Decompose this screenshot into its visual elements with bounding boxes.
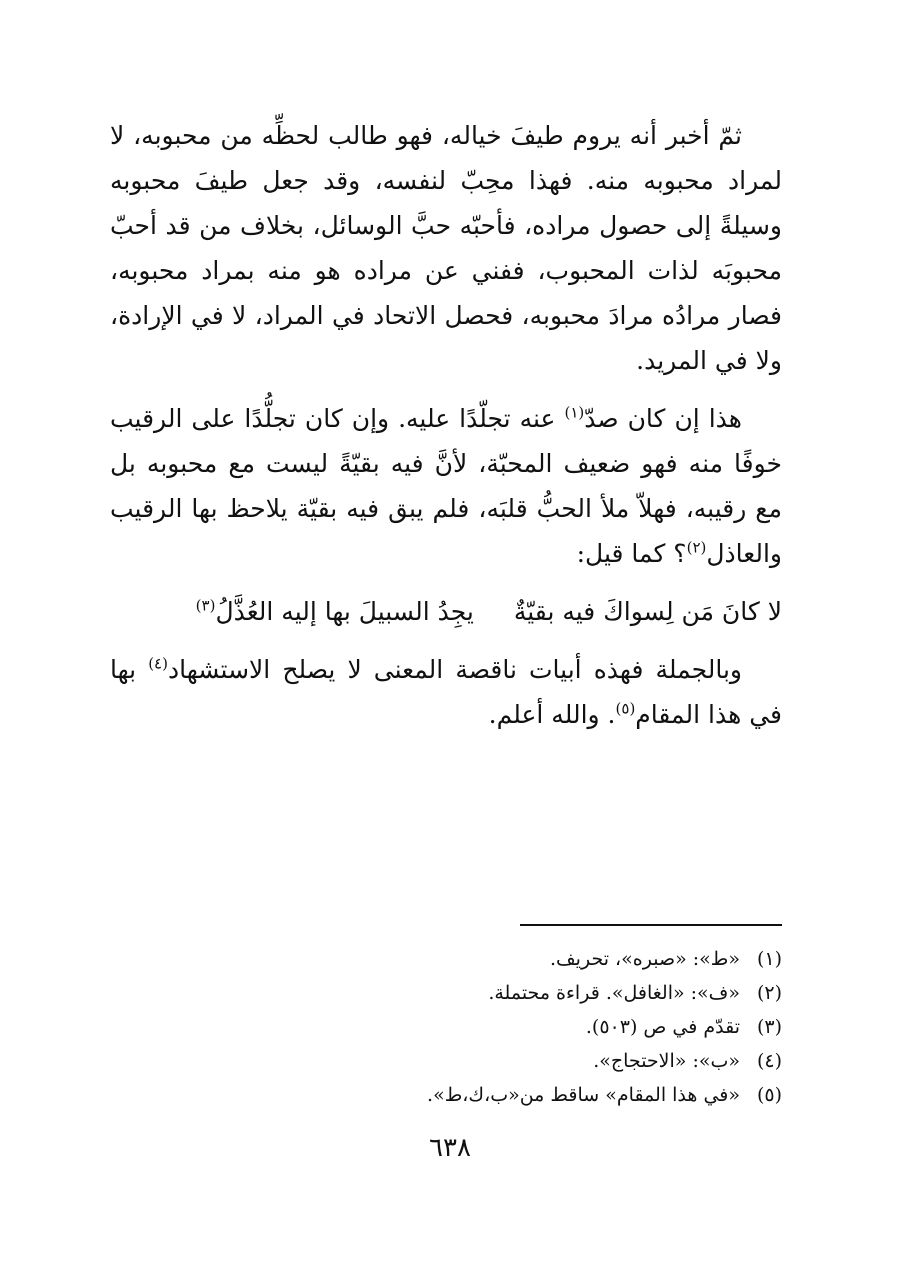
page-number: ٦٣٨ — [429, 1133, 471, 1163]
main-text — [110, 113, 782, 750]
footnote-number: (٤) — [756, 1050, 782, 1072]
footnote-1 — [110, 942, 782, 976]
footnote-2 — [110, 976, 782, 1010]
footnote-number: (٥) — [756, 1084, 782, 1106]
poetry-verse — [110, 589, 782, 634]
footnote-4 — [110, 1044, 782, 1078]
paragraph-2 — [110, 396, 782, 576]
paragraph-3 — [110, 647, 782, 737]
footnote-text: «ف»: «الغافل». قراءة محتملة. — [488, 982, 740, 1004]
footnote-ref-3: (٣) — [195, 596, 216, 615]
footnotes — [110, 942, 782, 1112]
footnote-ref-5: (٥) — [615, 699, 636, 718]
footnote-number: (٢) — [756, 982, 782, 1004]
paragraph-2-text-b: عنه تجلّدًا عليه. وإن كان تجلُّدًا على الرقيب خوفًا منه فهو ضعيف المحبّة، لأنَّ فيه بقيّةً ليست مع محبوبه بل مع رقيبه، فهلاّ ملأ الحبُّ قلبَه، فلم يبق فيه بقيّة يلاحظ بها الرقيب والعاذل — [110, 404, 782, 568]
paragraph-1 — [110, 113, 782, 383]
paragraph-3-text-b: بها في هذا المقام — [110, 655, 782, 729]
footnote-text: «في هذا المقام» ساقط من«ب،ك،ط». — [427, 1084, 740, 1106]
verse-hemistich-2-text: يجِدُ السبيلَ بها إليه العُذَّلُ — [215, 597, 474, 626]
footnote-3 — [110, 1010, 782, 1044]
paragraph-3-text-c: . والله أعلم. — [488, 700, 616, 729]
verse-hemistich-1: لا كانَ مَن لِسواكَ فيه بقيّةٌ — [513, 597, 782, 626]
footnote-text: «ط»: «صبره»، تحريف. — [549, 948, 740, 970]
paragraph-2-text-a: هذا إن كان صدّ — [584, 404, 742, 433]
footnote-ref-2: (٢) — [686, 538, 707, 557]
footnote-number: (١) — [756, 948, 782, 970]
verse-hemistich-2 — [196, 589, 474, 634]
paragraph-2-text-c: ؟ كما قيل: — [576, 539, 687, 568]
footnote-5 — [110, 1078, 782, 1112]
paragraph-1-text: ثمّ أخبر أنه يروم طيفَ خياله، فهو طالب لحظِّه من محبوبه، لا لمراد محبوبه منه. فهذا محِبّ لنفسه، وقد جعل طيفَ محبوبه وسيلةً إلى حصول مراده، فأحبّه حبَّ الوسائل، بخلاف من قد أحبّ محبوبَه لذات المحبوب، ففني عن مراده هو منه بمراد محبوبه، فصار مرادُه مرادَ محبوبه، فحصل الاتحاد في المراد، لا في الإرادة، ولا في المريد. — [110, 121, 782, 375]
footnote-ref-1: (١) — [564, 403, 585, 422]
footnote-separator — [520, 924, 782, 926]
footnote-text: «ب»: «الاحتجاج». — [593, 1050, 740, 1072]
footnote-number: (٣) — [756, 1016, 782, 1038]
paragraph-3-text-a: وبالجملة فهذه أبيات ناقصة المعنى لا يصلح الاستشهاد — [167, 655, 743, 684]
footnote-ref-4: (٤) — [148, 654, 168, 673]
footnote-text: تقدّم في ص (٥٠٣). — [585, 1016, 740, 1038]
